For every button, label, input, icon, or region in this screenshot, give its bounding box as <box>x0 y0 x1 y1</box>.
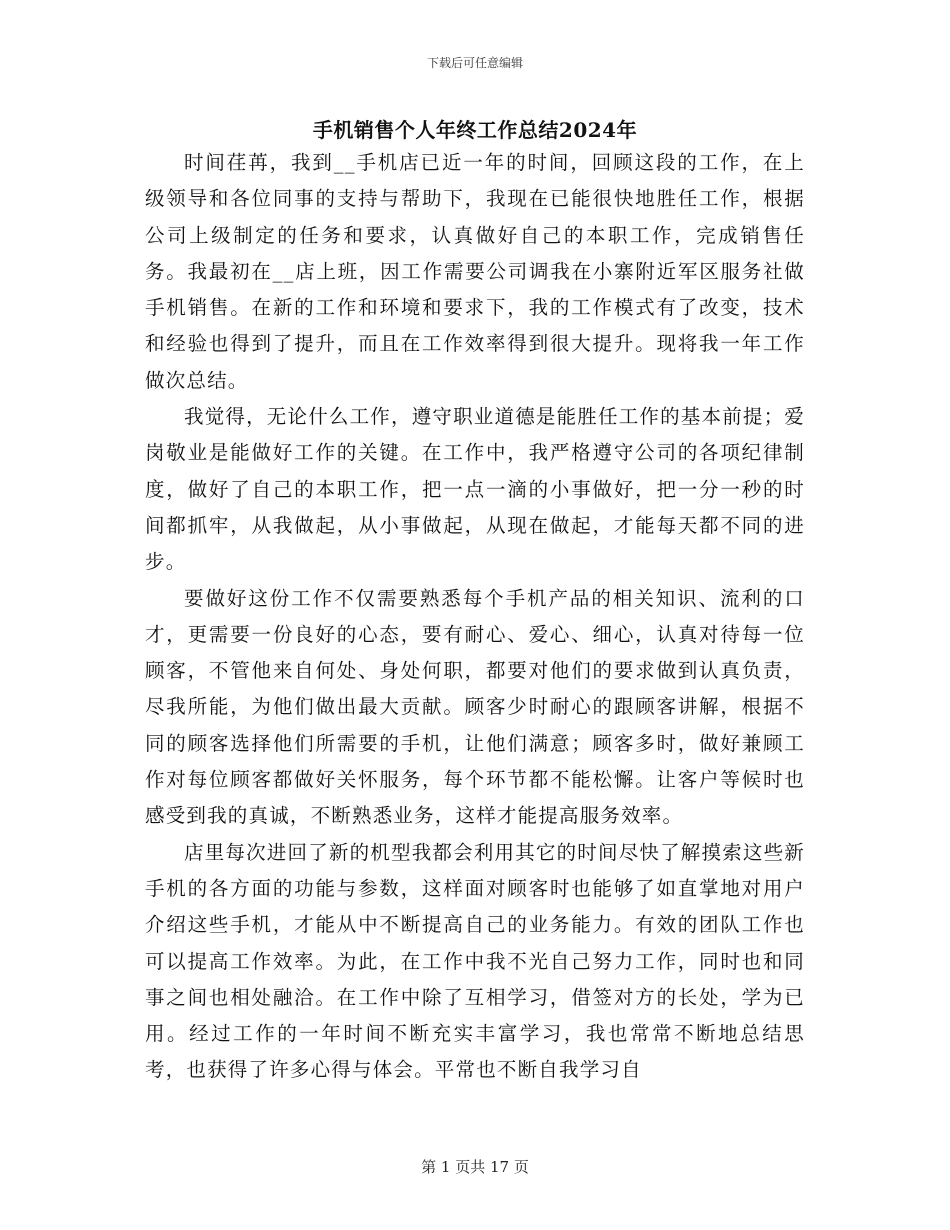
page-number-footer: 第 1 页共 17 页 <box>421 1158 529 1176</box>
document-body <box>145 145 805 1089</box>
header-note: 下载后可任意编辑 <box>426 56 523 70</box>
paragraph-4: 店里每次进回了新的机型我都会利用其它的时间尽快了解摸索这些新手机的各方面的功能与参数，这样面对顾客时也能够了如直掌地对用户介绍这些手机，才能从中不断提高自己的业务能力。有效的团队工作也可以提高工作效率。为此，在工作中我不光自己努力工作，同时也和同事之间也相处融洽。在工作中除了互相学习，借签对方的长处，学为已用。经过工作的一年时间不断充实丰富学习，我也常常不断地总结思考，也获得了许多心得与体会。平常也不断自我学习自 <box>145 840 806 1082</box>
paragraph-2: 我觉得，无论什么工作，遵守职业道德是能胜任工作的基本前提；爱岗敬业是能做好工作的关键。在工作中，我严格遵守公司的各项纪律制度，做好了自己的本职工作，把一点一滴的小事做好，把一分一秒的时间都抓牢，从我做起，从小事做起，从现在做起，才能每天都不同的进步。 <box>145 405 806 574</box>
document-title: 手机销售个人年终工作总结2024年 <box>312 118 638 142</box>
paragraph-3: 要做好这份工作不仅需要熟悉每个手机产品的相关知识、流利的口才，更需要一份良好的心态，要有耐心、爱心、细心，认真对待每一位顾客，不管他来自何处、身处何职，都要对他们的要求做到认真负责，尽我所能，为他们做出最大贡献。顾客少时耐心的跟顾客讲解，根据不同的顾客选择他们所需要的手机，让他们满意；顾客多时，做好兼顾工作对每位顾客都做好关怀服务，每个环节都不能松懈。让客户等候时也感受到我的真诚，不断熟悉业务，这样才能提高服务效率。 <box>145 586 805 828</box>
paragraph-1: 时间荏苒，我到__手机店已近一年的时间，回顾这段的工作，在上级领导和各位同事的支持与帮助下，我现在已能很快地胜任工作，根据公司上级制定的任务和要求，认真做好自己的本职工作，完成销售任务。我最初在__店上班，因工作需要公司调我在小寨附近军区服务社做手机销售。在新的工作和环境和要求下，我的工作模式有了改变，技术和经验也得到了提升，而且在工作效率得到很大提升。现将我一年工作做次总结。 <box>145 151 805 392</box>
